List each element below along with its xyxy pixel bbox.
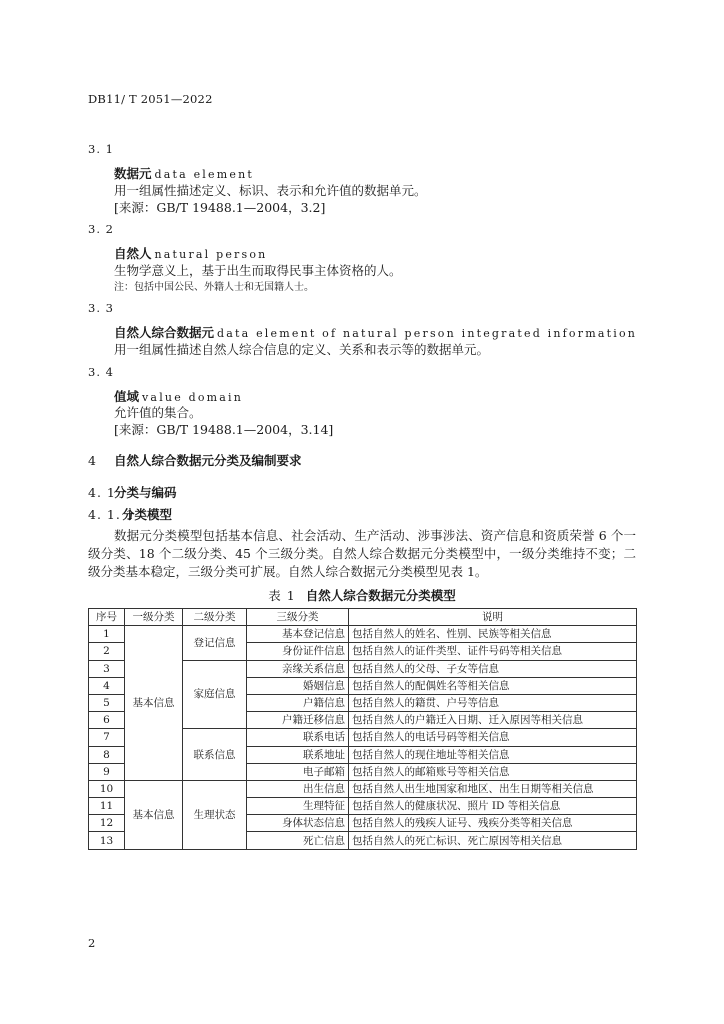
- description-cell: 包括自然人的父母、子女等信息: [349, 660, 637, 677]
- classification-table: [88, 608, 637, 850]
- level2-cell: 登记信息: [183, 626, 247, 660]
- row-number: 10: [89, 780, 125, 797]
- section-title: 自然人综合数据元分类及编制要求: [114, 453, 302, 468]
- level3-cell: 生理特征: [247, 798, 349, 815]
- row-number: 12: [89, 815, 125, 832]
- level3-cell: 亲缘关系信息: [247, 660, 349, 677]
- description-cell: 包括自然人的电话号码等相关信息: [349, 729, 637, 746]
- term-en: data element: [154, 168, 254, 181]
- page-number: 2: [88, 936, 96, 950]
- level3-cell: 出生信息: [247, 780, 349, 797]
- section-heading: [88, 483, 177, 501]
- term-definition: 允许值的集合。: [114, 405, 202, 420]
- level3-cell: 户籍迁移信息: [247, 712, 349, 729]
- row-number: 7: [89, 729, 125, 746]
- term-definition: 生物学意义上，基于出生而取得民事主体资格的人。: [114, 263, 402, 278]
- level3-cell: 联系电话: [247, 729, 349, 746]
- level2-cell: 家庭信息: [183, 660, 247, 729]
- section-number: 4: [88, 453, 97, 468]
- term-number: 3. 3: [88, 301, 114, 315]
- description-cell: 包括自然人的残疾人证号、残疾分类等相关信息: [349, 815, 637, 832]
- row-number: 13: [89, 832, 125, 849]
- level1-cell: 基本信息: [125, 780, 183, 849]
- term-zh: 自然人综合数据元: [114, 325, 215, 340]
- level3-cell: 死亡信息: [247, 832, 349, 849]
- level2-cell: 联系信息: [183, 729, 247, 781]
- table-caption: [0, 586, 724, 604]
- table-row: [89, 626, 637, 643]
- description-cell: 包括自然人的现住地址等相关信息: [349, 746, 637, 763]
- table-header-row: [89, 609, 637, 626]
- row-number: 9: [89, 763, 125, 780]
- term-en: data element of natural person integrated information: [217, 327, 638, 340]
- row-number: 4: [89, 677, 125, 694]
- description-cell: 包括自然人的配偶姓名等相关信息: [349, 677, 637, 694]
- row-number: 5: [89, 694, 125, 711]
- level3-cell: 基本登记信息: [247, 626, 349, 643]
- section-number: 4. 1: [88, 485, 116, 500]
- term-heading: [114, 164, 254, 182]
- section-heading: [88, 451, 302, 469]
- term-source: [来源：GB/T 19488.1—2004，3.14]: [114, 422, 334, 437]
- level3-cell: 联系地址: [247, 746, 349, 763]
- section-title: 分类模型: [122, 507, 173, 522]
- term-number: 3. 4: [88, 365, 114, 379]
- level3-cell: 身份证件信息: [247, 643, 349, 660]
- term-zh: 自然人: [114, 246, 152, 261]
- header-cell: 一级分类: [125, 609, 183, 626]
- description-cell: 包括自然人的姓名、性别、民族等相关信息: [349, 626, 637, 643]
- header-cell: 二级分类: [183, 609, 247, 626]
- level3-cell: 户籍信息: [247, 694, 349, 711]
- row-number: 6: [89, 712, 125, 729]
- term-number: 3. 1: [88, 142, 114, 156]
- row-number: 11: [89, 798, 125, 815]
- term-definition: 用一组属性描述自然人综合信息的定义、关系和表示等的数据单元。: [114, 342, 490, 357]
- term-definition: 用一组属性描述定义、标识、表示和允许值的数据单元。: [114, 183, 427, 198]
- table-number: 表 1: [268, 588, 296, 603]
- description-cell: 包括自然人出生地国家和地区、出生日期等相关信息: [349, 780, 637, 797]
- level3-cell: 身体状态信息: [247, 815, 349, 832]
- header-cell: 序号: [89, 609, 125, 626]
- level3-cell: 电子邮箱: [247, 763, 349, 780]
- term-heading: [114, 244, 267, 262]
- level2-cell: 生理状态: [183, 780, 247, 849]
- level3-cell: 婚姻信息: [247, 677, 349, 694]
- description-cell: 包括自然人的健康状况、照片 ID 等相关信息: [349, 798, 637, 815]
- section-number: 4. 1. 1: [88, 507, 135, 522]
- term-en: value domain: [142, 391, 244, 404]
- row-number: 8: [89, 746, 125, 763]
- description-cell: 包括自然人的证件类型、证件号码等相关信息: [349, 643, 637, 660]
- term-zh: 值域: [114, 389, 140, 404]
- row-number: 3: [89, 660, 125, 677]
- term-source: [来源：GB/T 19488.1—2004，3.2]: [114, 200, 326, 215]
- section-heading: [88, 505, 172, 523]
- row-number: 2: [89, 643, 125, 660]
- term-zh: 数据元: [114, 166, 152, 181]
- table-title: 自然人综合数据元分类模型: [305, 588, 456, 603]
- header-cell: 三级分类: [247, 609, 349, 626]
- section-title: 分类与编码: [114, 485, 177, 500]
- term-note: 注：包括中国公民、外籍人士和无国籍人士。: [114, 282, 314, 293]
- table-row: [89, 780, 637, 797]
- body-paragraph: 数据元分类模型包括基本信息、社会活动、生产活动、涉事涉法、资产信息和资质荣誉 6 个一级分类、18 个二级分类、45 个三级分类。自然人综合数据元分类模型中，一级分类维持不变；二级分类基本稳定，三级分类可扩展。自然人综合数据元分类模型见表 1。: [88, 528, 636, 579]
- row-number: 1: [89, 626, 125, 643]
- standard-number-header: DB11/ T 2051—2022: [88, 92, 213, 106]
- description-cell: 包括自然人的死亡标识、死亡原因等相关信息: [349, 832, 637, 849]
- description-cell: 包括自然人的邮箱账号等相关信息: [349, 763, 637, 780]
- term-number: 3. 2: [88, 222, 114, 236]
- header-cell: 说明: [349, 609, 637, 626]
- term-en: natural person: [154, 248, 268, 261]
- description-cell: 包括自然人的籍贯、户号等信息: [349, 694, 637, 711]
- level1-cell: 基本信息: [125, 626, 183, 781]
- term-heading: [114, 323, 637, 341]
- description-cell: 包括自然人的户籍迁入日期、迁入原因等相关信息: [349, 712, 637, 729]
